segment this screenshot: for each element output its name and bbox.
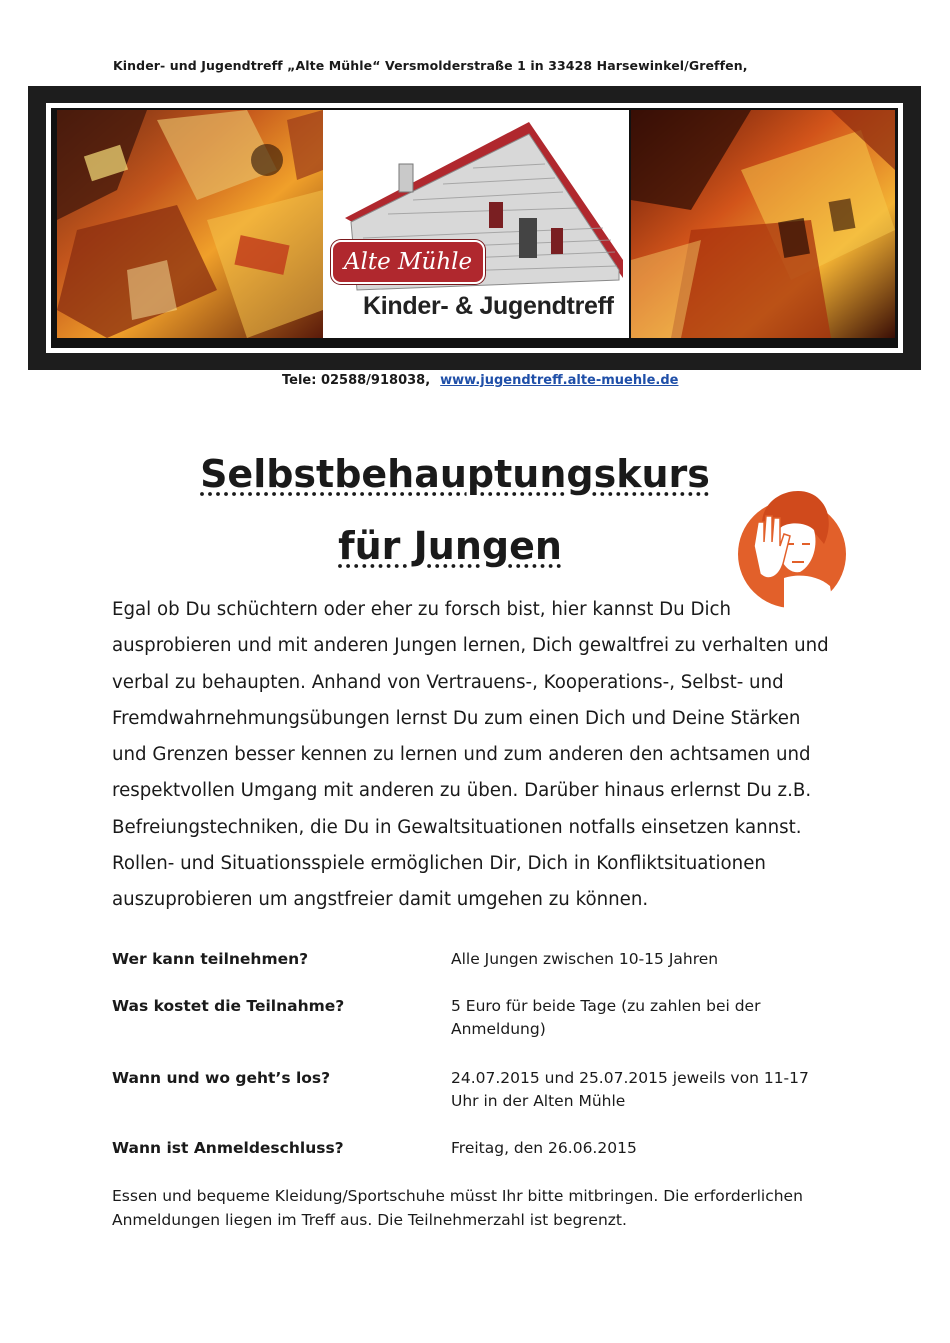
page-title: Selbstbehauptungskurs (200, 452, 710, 496)
faq-question: Wer kann teilnehmen? (112, 950, 309, 968)
description-line: Rollen- und Situationsspiele ermöglichen Dir, Dich in Konfliktsituationen (112, 853, 766, 875)
logo-brand-badge (331, 240, 485, 284)
description-line: Fremdwahrnehmungsübungen lernst Du zum einen Dich und Deine Stärken (112, 707, 801, 729)
footer-note: Essen und bequeme Kleidung/Sportschuhe müsst Ihr bitte mitbringen. Die erforderlichen Anmeldungen liegen im Treff aus. Die Teilnehmerzahl ist begrenzt. (112, 1187, 803, 1229)
banner-collage-right (631, 110, 895, 338)
page-subtitle: für Jungen (338, 524, 562, 568)
description-line: verbal zu behaupten. Anhand von Vertrauens-, Kooperations-, Selbst- und (112, 671, 784, 693)
website-link[interactable]: www.jugendtreff.alte-muehle.de (440, 373, 679, 388)
header-banner (28, 86, 921, 370)
course-description (112, 592, 832, 919)
description-line: ausprobieren und mit anderen Jungen lernen, Dich gewaltfrei zu verhalten und (112, 635, 829, 657)
banner-frame (46, 103, 903, 353)
logo-subtitle: Kinder- & Jugendtreff (363, 292, 614, 320)
description-line: Egal ob Du schüchtern oder eher zu forsch bist, hier kannst Du Dich (112, 599, 732, 620)
logo-panel (323, 110, 629, 338)
description-line: respektvollen Umgang mit anderen zu üben. Darüber hinaus erlernst Du z.B. (112, 780, 812, 802)
description-line: Befreiungstechniken, die Du in Gewaltsituationen notfalls einsetzen kannst. (112, 816, 802, 838)
faq-answer: 5 Euro für beide Tage (zu zahlen bei der Anmeldung) (451, 997, 761, 1038)
faq-answer: Alle Jungen zwischen 10-15 Jahren (451, 950, 719, 968)
phone-number: Tele: 02588/918038, (282, 373, 431, 388)
banner-collage-left (57, 110, 323, 338)
faq-question: Wann ist Anmeldeschluss? (112, 1139, 344, 1157)
banner-inner (51, 108, 898, 348)
faq-question: Wann und wo geht’s los? (112, 1069, 331, 1087)
contact-line (282, 373, 678, 388)
faq-answer: Freitag, den 26.06.2015 (451, 1139, 637, 1157)
faq-question: Was kostet die Teilnahme? (112, 997, 345, 1015)
description-line: auszuprobieren um angstfreier damit umgehen zu können. (112, 889, 649, 911)
description-line: und Grenzen besser kennen zu lernen und zum anderen den achtsamen und (112, 744, 811, 766)
faq-answer: 24.07.2015 und 25.07.2015 jeweils von 11-17 Uhr in der Alten Mühle (451, 1069, 809, 1110)
address-line: Kinder- und Jugendtreff „Alte Mühle“ Versmolderstraße 1 in 33428 Harsewinkel/Greffen, (113, 58, 748, 73)
logo-brand-text: Alte Mühle (343, 249, 473, 275)
